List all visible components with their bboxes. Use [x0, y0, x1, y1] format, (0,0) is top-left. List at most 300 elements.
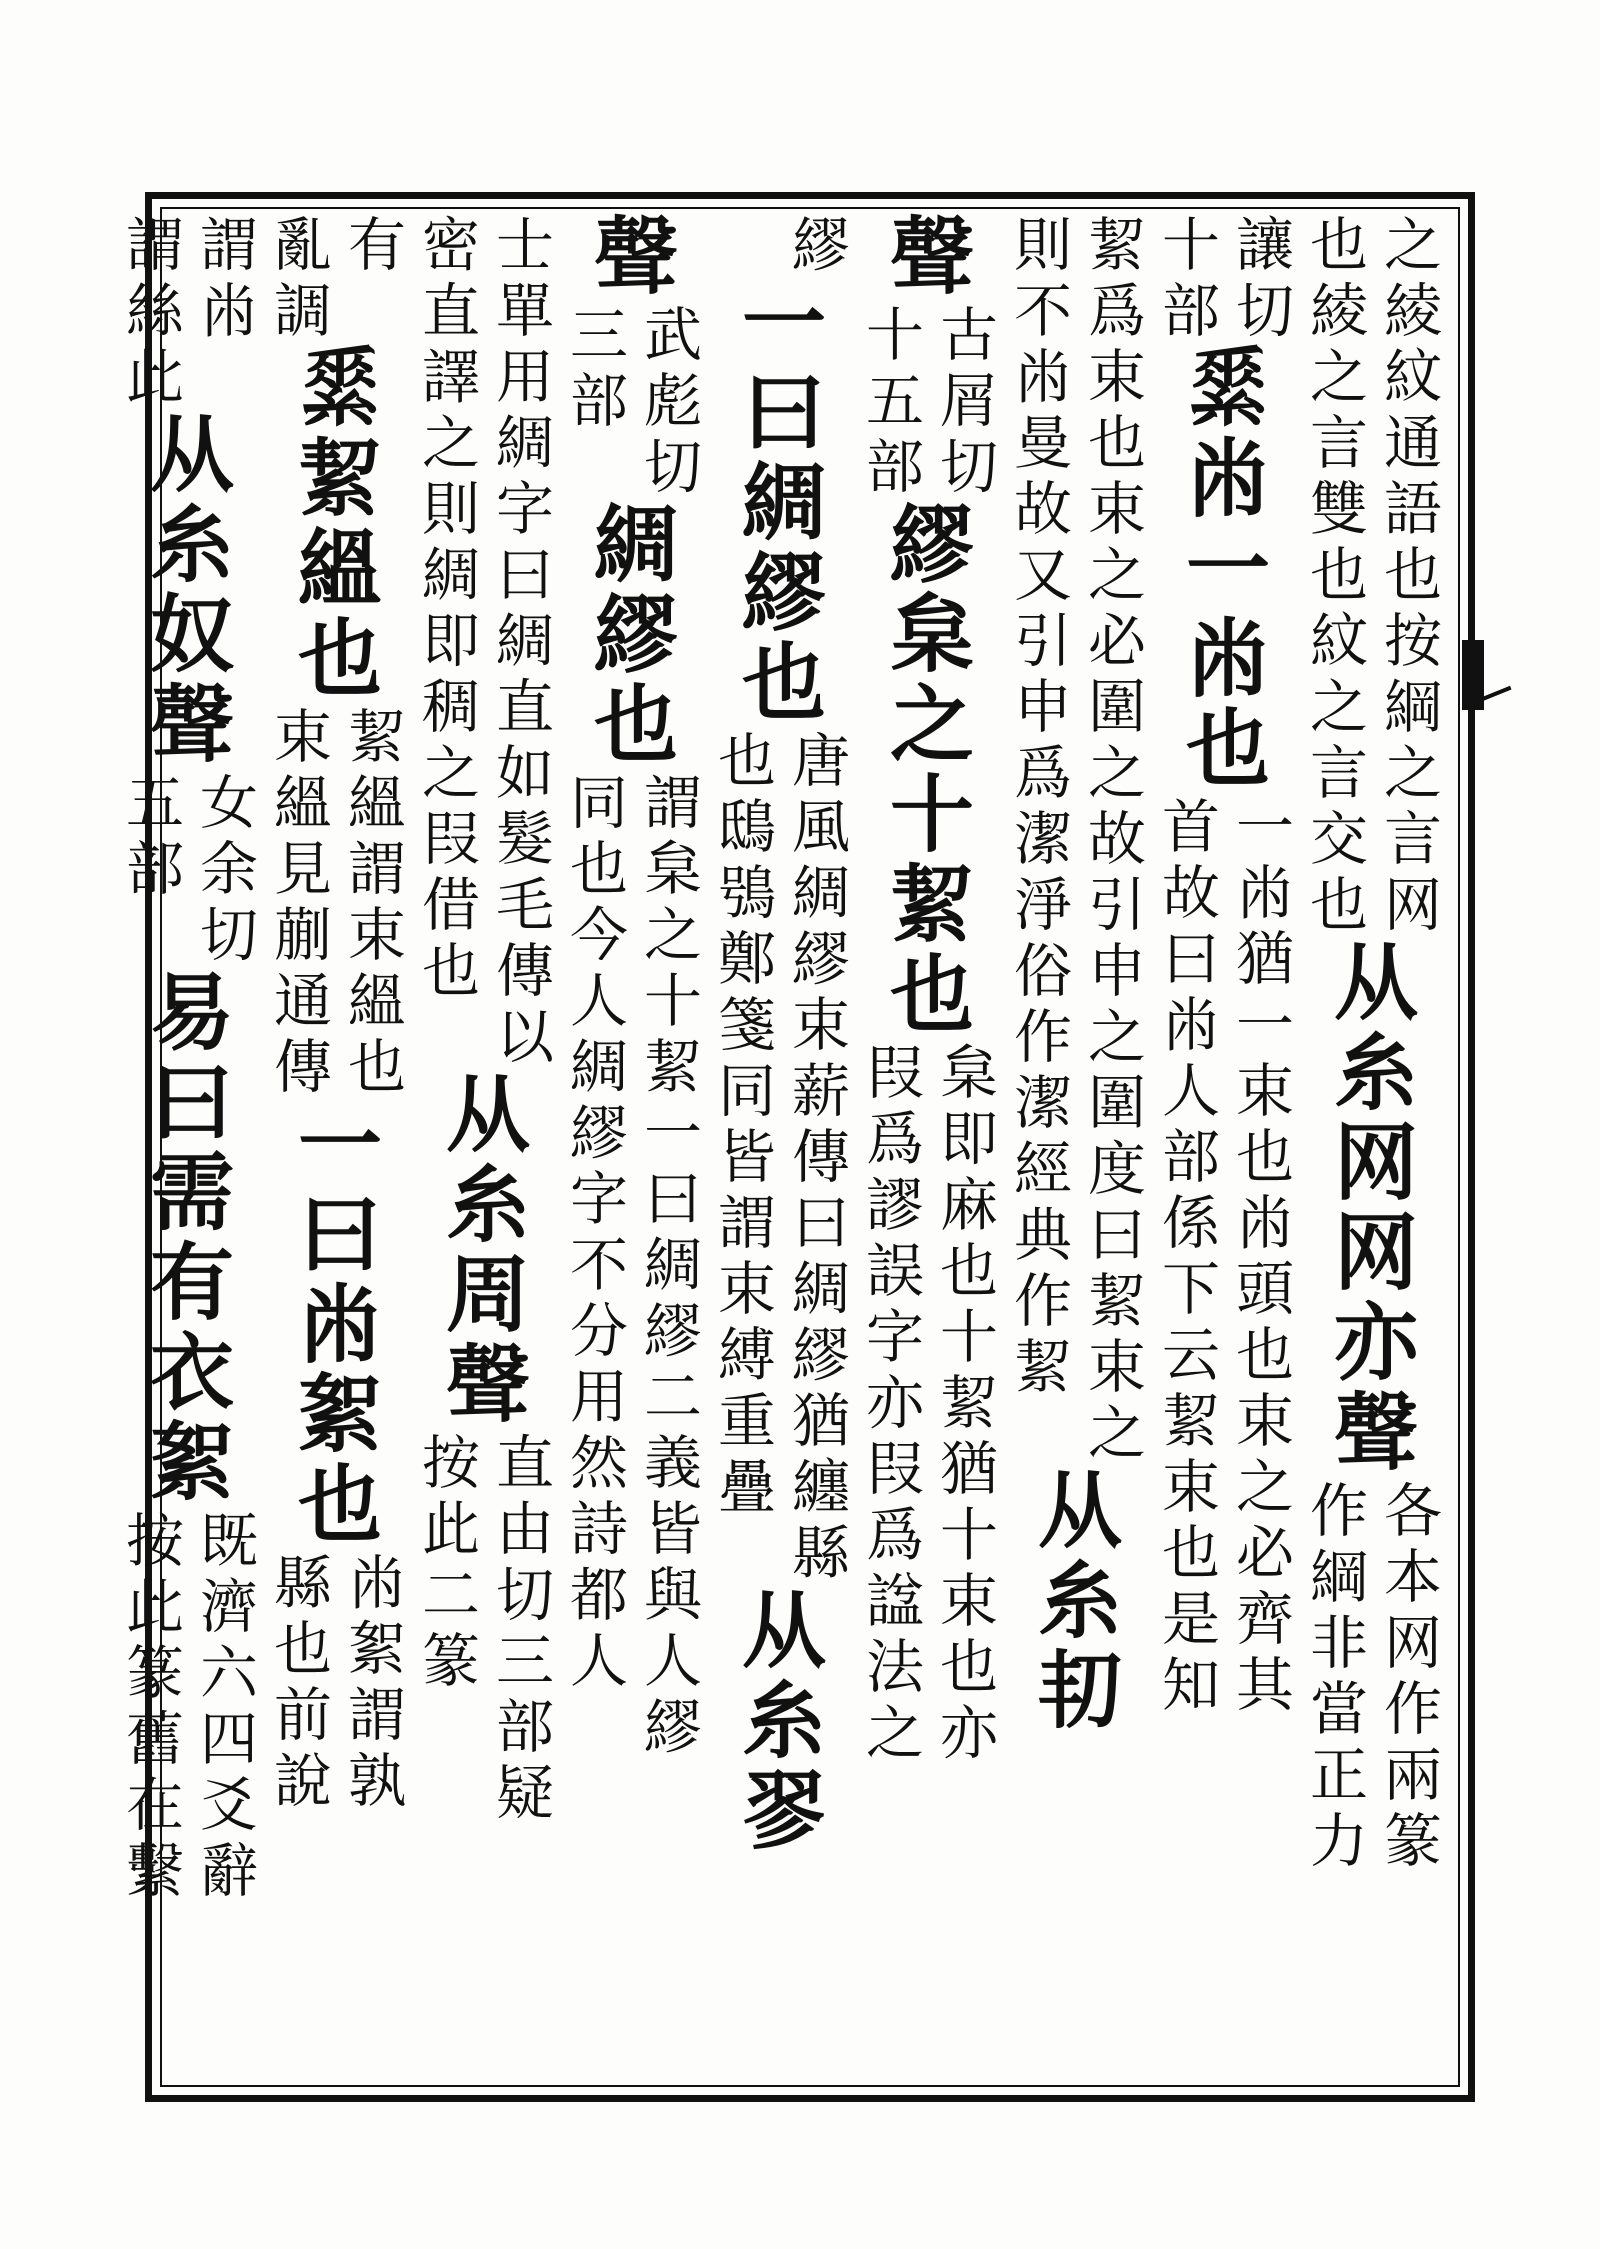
main-text-char: 糸 — [1037, 1551, 1122, 1650]
commentary-right-char: 綾 — [1383, 277, 1442, 345]
main-text-char: 从 — [1333, 933, 1418, 1032]
commentary-right-char: 六 — [199, 1639, 258, 1707]
commentary-left-char: 申 — [1013, 673, 1072, 741]
commentary-left-char: 叚 — [865, 1039, 924, 1107]
main-text-char: 翏 — [741, 1761, 826, 1860]
commentary-right-char: 傳 — [791, 1123, 850, 1191]
commentary-left-char: 作 — [1309, 1477, 1368, 1545]
commentary-left-char: 叚 — [865, 1435, 924, 1503]
commentary-right-char: 毛 — [495, 871, 554, 939]
commentary-left-char: 力 — [1309, 1807, 1368, 1875]
commentary-right-char: 束 — [1087, 475, 1146, 543]
commentary-left-char: 密 — [421, 212, 480, 279]
commentary-left-char: 疊 — [717, 1453, 776, 1521]
commentary-right-char: 纏 — [791, 1453, 850, 1521]
commentary-right-char: 綢 — [791, 859, 850, 927]
commentary-right-char: 切 — [939, 433, 998, 501]
commentary-left-char: 也 — [273, 1615, 332, 1683]
commentary-left-char: 言 — [1309, 409, 1368, 477]
commentary-right-char: 四 — [199, 1705, 258, 1773]
main-text-char: 十 — [889, 765, 974, 864]
main-text-char: 繆 — [741, 543, 826, 642]
commentary-right-char: 絜 — [1087, 212, 1146, 279]
main-text-char: 需 — [149, 1143, 234, 1242]
text-column — [1302, 212, 1450, 2090]
commentary-right-char: 束 — [347, 901, 406, 969]
main-text-char: 一 — [297, 1095, 382, 1194]
commentary-left-char: 綢 — [569, 1033, 628, 1101]
commentary-right-char: 之 — [1087, 541, 1146, 609]
commentary-left-char: 部 — [1161, 277, 1220, 345]
commentary-left-char: 爲 — [1013, 739, 1072, 807]
commentary-right-char: 曰 — [791, 1189, 850, 1257]
commentary-right-char: 武 — [643, 301, 702, 369]
commentary-left-char: 束 — [717, 1255, 776, 1323]
commentary-right-char: 十 — [939, 1501, 998, 1569]
commentary-left-char: 按 — [421, 1429, 480, 1497]
commentary-right-char: 也 — [939, 1237, 998, 1305]
commentary-left-char: 又 — [1013, 541, 1072, 609]
commentary-right-char: 十 — [939, 1303, 998, 1371]
commentary-left-char: 部 — [865, 433, 924, 501]
commentary-right-char: 通 — [1383, 409, 1442, 477]
commentary-right-char: 以 — [495, 1003, 554, 1071]
commentary-left-char: 皆 — [717, 1123, 776, 1191]
text-column — [266, 212, 414, 2090]
commentary-left-char: 則 — [1013, 212, 1072, 279]
main-text-char: 聲 — [889, 212, 974, 306]
commentary-left-char: 三 — [569, 301, 628, 369]
main-text-char: 糸 — [149, 495, 234, 594]
text-column — [562, 212, 710, 2090]
commentary-left-char: 曼 — [1013, 409, 1072, 477]
commentary-right-char: 薪 — [791, 1057, 850, 1125]
commentary-right-char: 縣 — [791, 1519, 850, 1587]
commentary-left-char: 絜 — [1161, 1387, 1220, 1455]
commentary-left-char: 誤 — [865, 1237, 924, 1305]
commentary-right-char: 疑 — [495, 1759, 554, 1827]
commentary-left-char: 㡀 — [1013, 343, 1072, 411]
commentary-right-char: 切 — [199, 901, 258, 969]
commentary-right-char: 繆 — [643, 1297, 702, 1365]
commentary-right-char: 切 — [1235, 277, 1294, 345]
text-column — [1154, 212, 1302, 2090]
commentary-left-char: 故 — [1013, 475, 1072, 543]
commentary-right-char: 曰 — [495, 541, 554, 609]
commentary-right-char: 㡀 — [347, 1549, 406, 1617]
commentary-right-char: 也 — [1235, 1123, 1294, 1191]
commentary-right-char: 直 — [495, 1429, 554, 1497]
commentary-right-char: 絜 — [643, 1033, 702, 1101]
commentary-left-char: 爲 — [865, 1105, 924, 1173]
commentary-right-char: 孰 — [347, 1747, 406, 1815]
main-text-char: 亦 — [1333, 1293, 1418, 1392]
commentary-left-char: 今 — [569, 901, 628, 969]
main-text-char: 糸 — [741, 1671, 826, 1770]
commentary-left-char: 爲 — [865, 1501, 924, 1569]
commentary-left-char: 謂 — [125, 212, 184, 279]
commentary-left-char: 繆 — [569, 1099, 628, 1167]
commentary-right-char: 㡀 — [1235, 1189, 1294, 1257]
commentary-left-char: 人 — [569, 1627, 628, 1695]
main-text-char: 也 — [741, 633, 826, 732]
commentary-left-char: 譯 — [421, 343, 480, 411]
text-column — [710, 212, 858, 2090]
main-text-char: 聲 — [149, 675, 234, 774]
commentary-left-char: 下 — [1161, 1255, 1220, 1323]
commentary-left-char: 人 — [1161, 1057, 1220, 1125]
commentary-left-char: 綾 — [1309, 277, 1368, 345]
main-text-char: 曰 — [297, 1185, 382, 1284]
commentary-left-char: 篆 — [125, 1639, 184, 1707]
commentary-right-char: 篆 — [1383, 1807, 1442, 1875]
commentary-left-char: 此 — [125, 343, 184, 411]
commentary-left-char: 通 — [273, 967, 332, 1035]
commentary-left-char: 則 — [421, 475, 480, 543]
commentary-left-char: 部 — [569, 367, 628, 435]
main-text-char: 𦃃 — [1185, 339, 1270, 438]
commentary-left-char: 綢 — [421, 541, 480, 609]
commentary-right-char: 讓 — [1235, 212, 1294, 279]
main-text-char: 㡀 — [1185, 429, 1270, 528]
text-column — [414, 212, 562, 2090]
main-text-char: 𦃃 — [297, 339, 382, 438]
commentary-left-char: 此 — [125, 1573, 184, 1641]
commentary-left-char: 曰 — [1161, 925, 1220, 993]
commentary-right-char: 束 — [791, 991, 850, 1059]
commentary-right-char: 二 — [643, 1363, 702, 1431]
commentary-left-char: 二 — [421, 1561, 480, 1629]
commentary-left-char: 人 — [569, 967, 628, 1035]
commentary-left-char: 箋 — [717, 991, 776, 1059]
commentary-left-char: 絜 — [1013, 1333, 1072, 1401]
commentary-left-char: 是 — [1161, 1585, 1220, 1653]
commentary-left-char: 俗 — [1013, 937, 1072, 1005]
commentary-left-char: 蒯 — [273, 901, 332, 969]
main-text-char: 絜 — [297, 429, 382, 528]
commentary-left-char: 潔 — [1013, 1069, 1072, 1137]
commentary-left-char: 淨 — [1013, 871, 1072, 939]
main-text-char: 㓞 — [1037, 1641, 1122, 1740]
commentary-left-char: 按 — [125, 1507, 184, 1575]
commentary-right-char: 既 — [199, 1507, 258, 1575]
commentary-right-char: 如 — [495, 739, 554, 807]
main-text-char: 也 — [1185, 699, 1270, 798]
commentary-right-char: 髮 — [495, 805, 554, 873]
commentary-right-char: 傳 — [495, 937, 554, 1005]
commentary-left-char: 云 — [1161, 1321, 1220, 1389]
main-text-char: 綢 — [593, 495, 678, 594]
commentary-left-char: 十 — [865, 301, 924, 369]
commentary-left-char: 在 — [125, 1771, 184, 1839]
main-text-char: 絮 — [149, 1413, 234, 1512]
main-text-char: 易 — [149, 963, 234, 1062]
commentary-right-char: 綢 — [495, 607, 554, 675]
commentary-left-char: 五 — [865, 367, 924, 435]
commentary-right-char: 絮 — [347, 1615, 406, 1683]
main-text-char: 一 — [1185, 519, 1270, 618]
commentary-right-char: 束 — [1235, 1057, 1294, 1125]
commentary-right-char: 言 — [1383, 805, 1442, 873]
commentary-right-char: 圍 — [1087, 673, 1146, 741]
commentary-left-char: 同 — [569, 769, 628, 837]
commentary-left-char: 交 — [1309, 805, 1368, 873]
commentary-left-char: 稠 — [421, 673, 480, 741]
commentary-left-char: 前 — [273, 1681, 332, 1749]
commentary-right-char: 㡀 — [1235, 859, 1294, 927]
commentary-right-char: 切 — [495, 1561, 554, 1629]
main-text-char: 繆 — [889, 495, 974, 594]
commentary-left-char: 縛 — [717, 1321, 776, 1389]
commentary-right-char: 繆 — [791, 212, 850, 279]
commentary-left-char: 十 — [1161, 212, 1220, 279]
commentary-right-char: 之 — [1383, 212, 1442, 279]
commentary-right-char: 之 — [1087, 739, 1146, 807]
commentary-left-char: 直 — [421, 277, 480, 345]
commentary-left-char: 知 — [1161, 1651, 1220, 1719]
commentary-right-char: 繆 — [791, 1321, 850, 1389]
commentary-left-char: 調 — [273, 277, 332, 345]
commentary-left-char: 詩 — [569, 1495, 628, 1563]
main-text-char: 从 — [445, 1065, 530, 1164]
commentary-left-char: 之 — [421, 409, 480, 477]
commentary-left-char: 叚 — [421, 805, 480, 873]
commentary-right-char: 三 — [495, 1627, 554, 1695]
commentary-left-char: 謬 — [865, 1171, 924, 1239]
commentary-left-char: 部 — [1161, 1123, 1220, 1191]
commentary-right-char: 綱 — [1383, 673, 1442, 741]
commentary-right-char: 猶 — [939, 1435, 998, 1503]
commentary-left-char: 然 — [569, 1429, 628, 1497]
main-text-char: 枲 — [889, 585, 974, 684]
commentary-left-char: 之 — [421, 739, 480, 807]
commentary-right-char: 曰 — [1087, 1201, 1146, 1269]
commentary-left-char: 雙 — [1309, 475, 1368, 543]
commentary-left-char: 也 — [1309, 541, 1368, 609]
commentary-right-char: 縕 — [347, 967, 406, 1035]
commentary-left-char: 束 — [1161, 1453, 1220, 1521]
commentary-right-char: 也 — [1235, 1321, 1294, 1389]
commentary-left-char: 舊 — [125, 1705, 184, 1773]
commentary-left-char: 也 — [1161, 1519, 1220, 1587]
commentary-right-char: 縕 — [347, 769, 406, 837]
commentary-right-char: 齊 — [1235, 1585, 1294, 1653]
main-text-char: 有 — [149, 1233, 234, 1332]
main-text-char: 网 — [1333, 1113, 1418, 1212]
main-text-char: 縕 — [297, 519, 382, 618]
commentary-left-char: 也 — [1309, 871, 1368, 939]
commentary-right-char: 猶 — [791, 1387, 850, 1455]
commentary-right-char: 故 — [1087, 805, 1146, 873]
commentary-right-char: 一 — [643, 1099, 702, 1167]
commentary-right-char: 綢 — [791, 1255, 850, 1323]
commentary-right-char: 也 — [347, 1033, 406, 1101]
commentary-left-char: 五 — [125, 769, 184, 837]
commentary-right-char: 之 — [1383, 739, 1442, 807]
commentary-right-char: 字 — [495, 475, 554, 543]
commentary-left-char: 也 — [421, 937, 480, 1005]
text-column — [858, 212, 1006, 2090]
commentary-right-char: 束 — [1235, 1387, 1294, 1455]
text-column — [118, 212, 266, 2090]
commentary-left-char: 係 — [1161, 1189, 1220, 1257]
commentary-right-char: 辭 — [199, 1837, 258, 1905]
commentary-right-char: 猶 — [1235, 925, 1294, 993]
commentary-left-char: 部 — [125, 835, 184, 903]
main-text-char: 綢 — [741, 453, 826, 552]
commentary-right-char: 束 — [1087, 1333, 1146, 1401]
commentary-right-char: 由 — [495, 1495, 554, 1563]
commentary-left-char: 分 — [569, 1297, 628, 1365]
commentary-left-char: 法 — [865, 1633, 924, 1701]
commentary-right-char: 曰 — [643, 1165, 702, 1233]
commentary-left-char: 之 — [865, 1699, 924, 1767]
commentary-left-char: 見 — [273, 835, 332, 903]
main-text-char: 糸 — [1333, 1023, 1418, 1122]
commentary-right-char: 繆 — [791, 925, 850, 993]
commentary-right-char: 古 — [939, 301, 998, 369]
commentary-right-char: 按 — [1383, 607, 1442, 675]
commentary-right-char: 兩 — [1383, 1741, 1442, 1809]
commentary-right-char: 絜 — [939, 1369, 998, 1437]
commentary-right-char: 枲 — [643, 835, 702, 903]
commentary-left-char: 當 — [1309, 1675, 1368, 1743]
commentary-left-char: 言 — [1309, 739, 1368, 807]
main-text-char: 从 — [149, 405, 234, 504]
commentary-right-char: 亦 — [939, 1699, 998, 1767]
commentary-left-char: 作 — [1013, 1003, 1072, 1071]
commentary-left-char: 鴞 — [717, 859, 776, 927]
commentary-right-char: 之 — [643, 901, 702, 969]
commentary-right-char: 直 — [495, 673, 554, 741]
commentary-right-char: 單 — [495, 277, 554, 345]
commentary-right-char: 士 — [495, 212, 554, 279]
commentary-left-char: 繫 — [125, 1837, 184, 1905]
commentary-left-char: 鄭 — [717, 925, 776, 993]
main-text-char: 㡀 — [1185, 609, 1270, 708]
commentary-right-char: 一 — [1235, 793, 1294, 861]
commentary-right-char: 謂 — [347, 835, 406, 903]
commentary-right-char: 唐 — [791, 727, 850, 795]
commentary-left-char: 絲 — [125, 277, 184, 345]
commentary-right-char: 爲 — [1087, 277, 1146, 345]
commentary-right-char: 网 — [1383, 1609, 1442, 1677]
commentary-right-char: 引 — [1087, 871, 1146, 939]
main-text-char: 曰 — [741, 363, 826, 462]
commentary-left-char: 故 — [1161, 859, 1220, 927]
commentary-right-char: 也 — [1087, 409, 1146, 477]
commentary-right-char: 謂 — [199, 212, 258, 279]
commentary-left-char: 首 — [1161, 793, 1220, 861]
commentary-right-char: 人 — [643, 1627, 702, 1695]
commentary-left-char: 鴟 — [717, 793, 776, 861]
main-text-char: 一 — [741, 273, 826, 372]
commentary-left-char: 潔 — [1013, 805, 1072, 873]
main-text-char: 糸 — [445, 1155, 530, 1254]
commentary-left-char: 經 — [1013, 1135, 1072, 1203]
commentary-right-char: 綢 — [495, 409, 554, 477]
commentary-left-char: 字 — [865, 1303, 924, 1371]
commentary-right-char: 謂 — [643, 769, 702, 837]
commentary-right-char: 風 — [791, 793, 850, 861]
commentary-right-char: 束 — [1087, 343, 1146, 411]
commentary-right-char: 本 — [1383, 1543, 1442, 1611]
commentary-left-char: 借 — [421, 871, 480, 939]
main-text-char: 也 — [297, 609, 382, 708]
commentary-left-char: 引 — [1013, 607, 1072, 675]
commentary-right-char: 必 — [1087, 607, 1146, 675]
main-text-char: 㡀 — [297, 1275, 382, 1374]
main-text-char: 也 — [297, 1455, 382, 1554]
main-text-char: 聲 — [593, 212, 678, 306]
commentary-left-char: 即 — [421, 607, 480, 675]
commentary-left-char: 不 — [569, 1231, 628, 1299]
main-text-char: 奴 — [149, 585, 234, 684]
commentary-left-char: 謂 — [717, 1189, 776, 1257]
commentary-left-char: 重 — [717, 1387, 776, 1455]
commentary-left-char: 作 — [1013, 1267, 1072, 1335]
commentary-right-char: 网 — [1383, 871, 1442, 939]
commentary-right-char: 部 — [495, 1693, 554, 1761]
main-text-char: 曰 — [149, 1053, 234, 1152]
commentary-left-char: 也 — [717, 727, 776, 795]
commentary-right-char: 繆 — [643, 1693, 702, 1761]
main-text-char: 之 — [889, 675, 974, 774]
commentary-left-char: 同 — [717, 1057, 776, 1125]
main-text-char: 聲 — [1333, 1383, 1418, 1482]
commentary-left-char: 也 — [1309, 212, 1368, 279]
commentary-left-char: 之 — [1309, 673, 1368, 741]
commentary-left-char: 束 — [273, 703, 332, 771]
main-text-char: 也 — [889, 945, 974, 1044]
commentary-right-char: 即 — [939, 1105, 998, 1173]
commentary-right-char: 紋 — [1383, 343, 1442, 411]
commentary-left-char: 縕 — [273, 769, 332, 837]
main-text-char: 絜 — [889, 855, 974, 954]
commentary-right-char: 㡀 — [199, 277, 258, 345]
commentary-right-char: 各 — [1383, 1477, 1442, 1545]
main-text-char: 衣 — [149, 1323, 234, 1422]
commentary-right-char: 謂 — [347, 1681, 406, 1749]
text-column — [1006, 212, 1154, 2090]
commentary-left-char: 篆 — [421, 1627, 480, 1695]
commentary-right-char: 束 — [939, 1567, 998, 1635]
commentary-right-char: 之 — [1235, 1453, 1294, 1521]
commentary-right-char: 絜 — [347, 703, 406, 771]
commentary-right-char: 綢 — [643, 1231, 702, 1299]
commentary-left-char: 正 — [1309, 1741, 1368, 1809]
commentary-left-char: 不 — [1013, 277, 1072, 345]
commentary-right-char: 屑 — [939, 367, 998, 435]
commentary-right-char: 必 — [1235, 1519, 1294, 1587]
commentary-left-char: 綱 — [1309, 1543, 1368, 1611]
commentary-left-char: 典 — [1013, 1201, 1072, 1269]
commentary-right-char: 切 — [643, 433, 702, 501]
commentary-right-char: 圍 — [1087, 1069, 1146, 1137]
commentary-left-char: 傳 — [273, 1033, 332, 1101]
commentary-right-char: 其 — [1235, 1651, 1294, 1719]
main-text-char: 聲 — [445, 1335, 530, 1434]
commentary-right-char: 濟 — [199, 1573, 258, 1641]
commentary-right-char: 用 — [495, 343, 554, 411]
commentary-right-char: 彪 — [643, 367, 702, 435]
commentary-left-char: 紋 — [1309, 607, 1368, 675]
main-text-char: 从 — [741, 1581, 826, 1680]
commentary-right-char: 頭 — [1235, 1255, 1294, 1323]
commentary-right-char: 絜 — [1087, 1267, 1146, 1335]
commentary-right-char: 一 — [1235, 991, 1294, 1059]
commentary-right-char: 義 — [643, 1429, 702, 1497]
